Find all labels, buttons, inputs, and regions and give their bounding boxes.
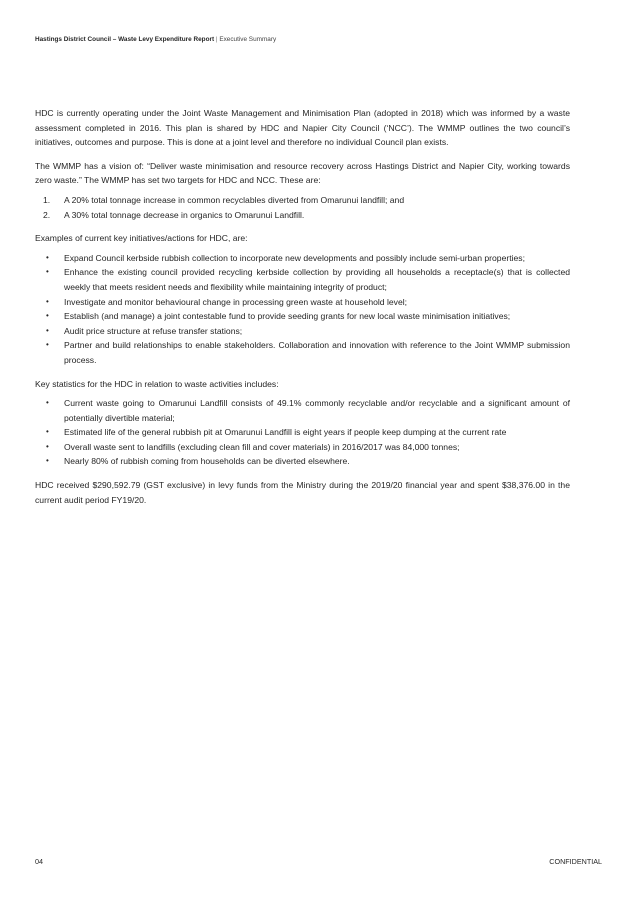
statistic-text: Estimated life of the general rubbish pit at Omarunui Landfill is eight years if people keep dumping at the current rate — [64, 427, 507, 438]
initiative-text: Investigate and monitor behavioural change in processing green waste at household level; — [64, 296, 408, 307]
statistic-item — [35, 454, 570, 469]
statistic-item — [35, 440, 570, 455]
levy-paragraph: HDC received $290,592.79 (GST exclusive) in levy funds from the Ministry during the 2019/20 financial year and spent $38,376.00 in the current audit period FY19/20. — [35, 480, 570, 505]
bullet-icon: • — [46, 311, 49, 321]
initiative-item — [35, 295, 570, 310]
target-item — [35, 193, 570, 208]
initiative-text: Partner and build relationships to enable stakeholders. Collaboration and innovation with reference to the Joint WMMP submission process. — [64, 340, 570, 365]
statistics-lead: Key statistics for the HDC in relation to waste activities includes: — [35, 378, 279, 389]
bullet-icon: • — [46, 456, 49, 466]
target-text: A 20% total tonnage increase in common recyclables diverted from Omarunui landfill; and — [64, 194, 405, 205]
vision-paragraph: The WMMP has a vision of: “Deliver waste minimisation and resource recovery across Hastings District and Napier City, working towards zero waste.” The WMMP has set two targets for HDC and NCC. These are: — [35, 160, 570, 186]
initiative-item — [35, 251, 570, 266]
bullet-icon: • — [46, 325, 49, 335]
bullet-icon: • — [46, 427, 49, 437]
initiative-item — [35, 324, 570, 339]
statistic-item — [35, 425, 570, 440]
header-report-title: Hastings District Council – Waste Levy Expenditure Report — [35, 36, 215, 43]
initiative-item — [35, 338, 570, 367]
targets-list — [35, 193, 570, 222]
statistic-text: Overall waste sent to landfills (excluding clean fill and cover materials) in 2016/2017 was 84,000 tonnes; — [64, 441, 460, 452]
header-separator: | — [215, 36, 218, 43]
bullet-icon: • — [46, 441, 49, 451]
running-header — [35, 36, 276, 43]
confidential-label: CONFIDENTIAL — [549, 857, 602, 866]
page-body — [35, 106, 570, 516]
statistic-text: Current waste going to Omarunui Landfill consists of 49.1% commonly recyclable and/or recyclable and a significant amount of potentially divertible material; — [64, 398, 570, 423]
bullet-icon: • — [46, 398, 49, 408]
initiative-text: Establish (and manage) a joint contestable fund to provide seeding grants for new local waste minimisation initiatives; — [64, 311, 511, 322]
statistic-item — [35, 396, 570, 425]
initiatives-lead: Examples of current key initiatives/actions for HDC, are: — [35, 233, 248, 244]
statistics-list — [35, 396, 570, 469]
initiative-item — [35, 309, 570, 324]
target-number: 1. — [43, 194, 51, 205]
initiative-text: Enhance the existing council provided recycling kerbside collection by providing all households a receptacle(s) that is collected weekly that meets resident needs and flexibility while maintaining integrity of product; — [64, 267, 570, 292]
initiative-item — [35, 265, 570, 294]
target-text: A 30% total tonnage decrease in organics to Omarunui Landfill. — [64, 209, 305, 220]
bullet-icon: • — [46, 340, 49, 350]
initiatives-list — [35, 251, 570, 368]
intro-paragraph: HDC is currently operating under the Joint Waste Management and Minimisation Plan (adopted in 2018) which was informed by a waste assessment completed in 2016. This plan is shared by HDC and Napier City Council (‘NCC’). The WMMP outlines the two council’s initiatives, outcomes and purpose. This is done at a joint level and therefore no individual Council plan exists. — [35, 108, 570, 148]
bullet-icon: • — [46, 252, 49, 262]
target-item — [35, 208, 570, 223]
header-section-name: Executive Summary — [219, 36, 277, 43]
bullet-icon: • — [46, 296, 49, 306]
bullet-icon: • — [46, 267, 49, 277]
statistic-text: Nearly 80% of rubbish coming from households can be diverted elsewhere. — [64, 456, 350, 467]
initiative-text: Audit price structure at refuse transfer stations; — [64, 325, 243, 336]
initiative-text: Expand Council kerbside rubbish collection to incorporate new developments and possibly include semi-urban properties; — [64, 252, 525, 263]
page-number: 04 — [35, 857, 43, 866]
target-number: 2. — [43, 209, 51, 220]
